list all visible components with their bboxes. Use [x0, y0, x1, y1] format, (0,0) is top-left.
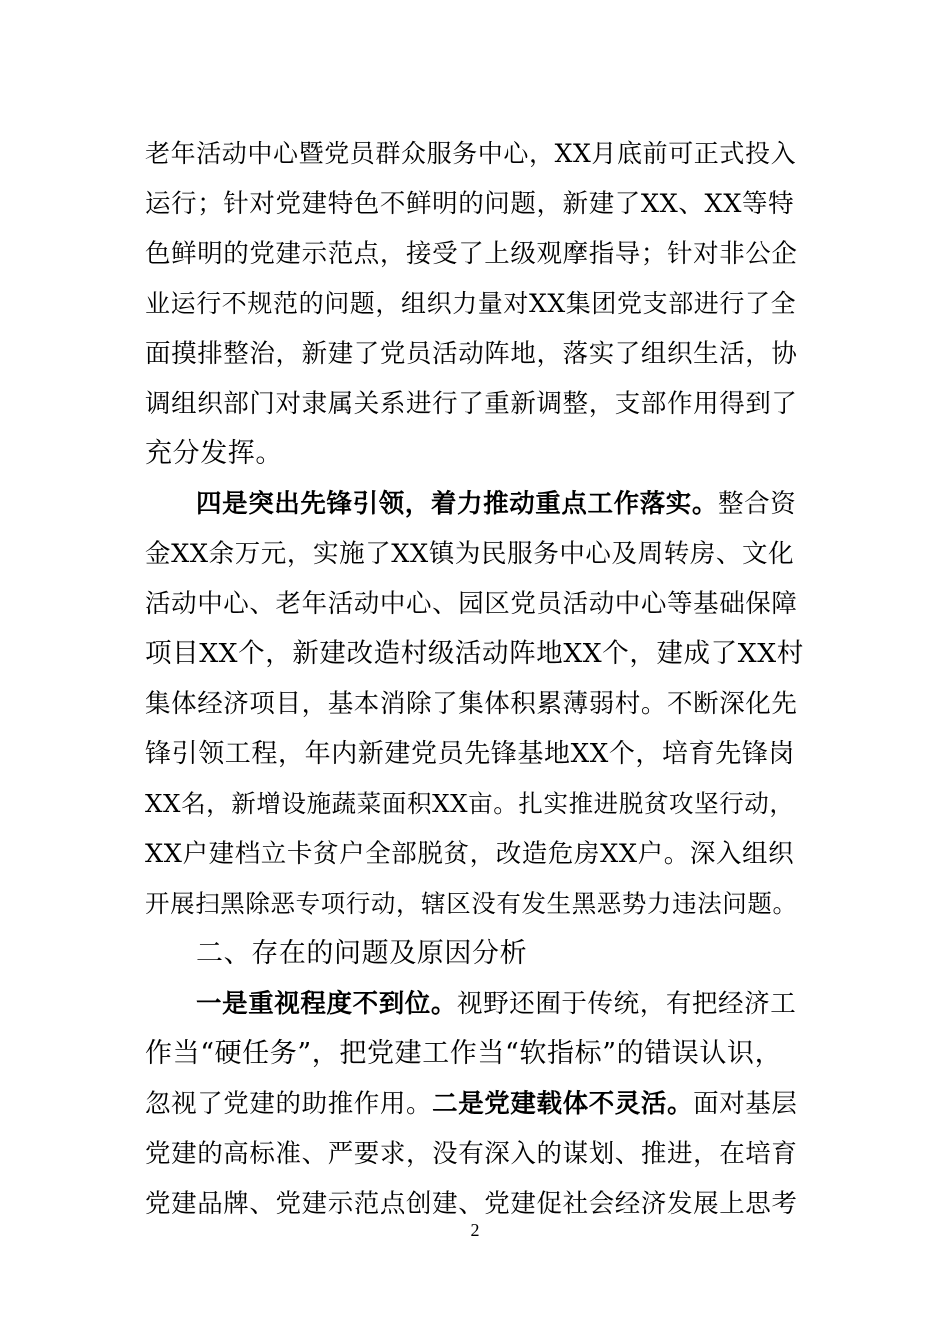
body-text-line: 集体经济项目，基本消除了集体积累薄弱村。不断深化先 — [145, 689, 798, 719]
body-text-line: 运行；针对党建特色不鲜明的问题，新建了XX、XX等特 — [145, 189, 795, 219]
paragraph-heading: 一是重视程度不到位。 — [196, 989, 458, 1019]
body-text: 整合资 — [718, 489, 797, 519]
paragraph-heading: 四是突出先锋引领，着力推动重点工作落实。 — [196, 489, 719, 519]
body-text: 视野还囿于传统，有把经济工 — [457, 989, 797, 1019]
section-heading: 二、存在的问题及原因分析 — [196, 938, 528, 969]
body-text-line: 项目XX个，新建改造村级活动阵地XX个，建成了XX村 — [145, 638, 804, 669]
body-text-line: 活动中心、老年活动中心、园区党员活动中心等基础保障 — [145, 589, 798, 619]
body-text: 忽视了党建的助推作用。 — [145, 1089, 433, 1119]
body-text-line: 锋引领工程，年内新建党员先锋基地XX个，培育先锋岗 — [145, 739, 796, 769]
body-text-line: 业运行不规范的问题，组织力量对XX集团党支部进行了全 — [145, 289, 797, 318]
body-text-line: 金XX余万元，实施了XX镇为民服务中心及周转房、文化 — [145, 539, 795, 569]
paragraph-first-line — [196, 979, 806, 1029]
body-text-line: 色鲜明的党建示范点，接受了上级观摩指导；针对非公企 — [145, 239, 798, 269]
body-text-line: 老年活动中心暨党员群众服务中心，XX月底前可正式投入 — [145, 139, 797, 168]
paragraph-first-line — [196, 479, 806, 529]
body-text: 面对基层 — [693, 1089, 798, 1119]
body-text-line — [145, 1079, 805, 1129]
body-text-line: XX名，新增设施蔬菜面积XX亩。扎实推进脱贫攻坚行动， — [145, 789, 795, 818]
body-text-line: 面摸排整治，新建了党员活动阵地，落实了组织生活，协 — [145, 339, 798, 369]
body-text-line: 调组织部门对隶属关系进行了重新调整，支部作用得到了 — [145, 389, 798, 419]
body-text-line: 党建的高标准、严要求，没有深入的谋划、推进，在培育 — [145, 1139, 798, 1169]
paragraph-heading: 二是党建载体不灵活。 — [432, 1089, 694, 1119]
page-number: 2 — [470, 1220, 480, 1240]
body-text-line: 开展扫黑除恶专项行动，辖区没有发生黑恶势力违法问题。 — [145, 889, 798, 918]
body-text-line: 党建品牌、党建示范点创建、党建促社会经济发展上思考 — [145, 1189, 798, 1219]
body-text-line: XX户建档立卡贫户全部脱贫，改造危房XX户。深入组织 — [145, 839, 795, 869]
body-text-line: 充分发挥。 — [145, 438, 283, 469]
body-text-line: 作当“硬任务”，把党建工作当“软指标”的错误认识， — [145, 1038, 783, 1069]
